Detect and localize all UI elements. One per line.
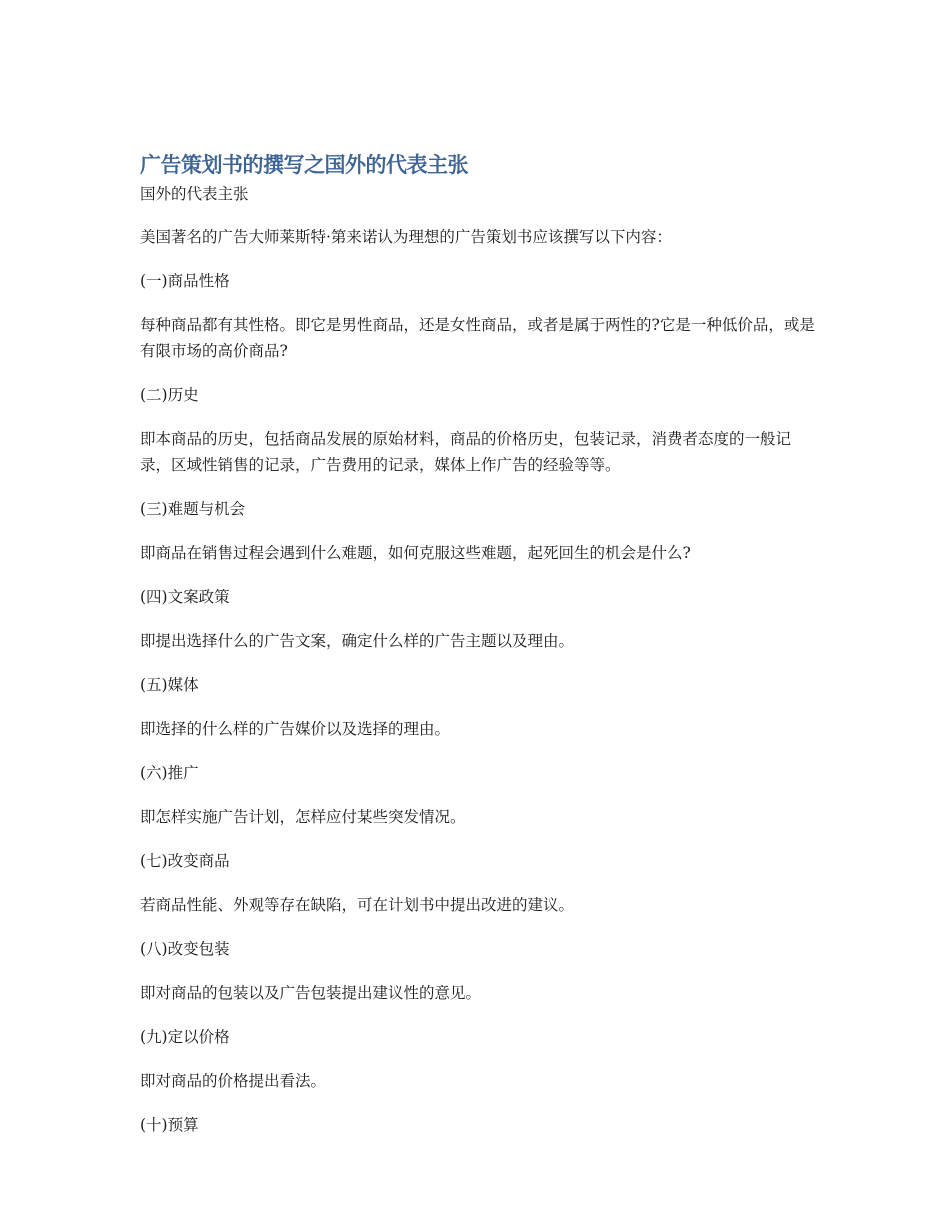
section-heading-1: (一)商品性格: [140, 272, 230, 290]
section-heading-8: (八)改变包装: [140, 940, 230, 958]
section-heading-3: (三)难题与机会: [140, 500, 246, 518]
section-heading-2: (二)历史: [140, 386, 199, 404]
section-heading-4: (四)文案政策: [140, 588, 230, 606]
intro-paragraph: 美国著名的广告大师莱斯特·第来诺认为理想的广告策划书应该撰写以下内容：: [140, 228, 672, 246]
section-body-2: 即本商品的历史，包括商品发展的原始材料，商品的价格历史，包装记录，消费者态度的一般记录，区域性销售的记录，广告费用的记录，媒体上作广告的经验等等。: [140, 430, 792, 474]
document-subtitle: 国外的代表主张: [140, 185, 249, 203]
section-body-5: 即选择的什么样的广告媒价以及选择的理由。: [140, 720, 451, 738]
section-body-7: 若商品性能、外观等存在缺陷，可在计划书中提出改进的建议。: [140, 896, 575, 914]
section-heading-10: (十)预算: [140, 1116, 199, 1134]
section-body-4: 即提出选择什么的广告文案，确定什么样的广告主题以及理由。: [140, 632, 575, 650]
section-heading-5: (五)媒体: [140, 676, 199, 694]
section-body-1: 每种商品都有其性格。即它是男性商品，还是女性商品，或者是属于两性的?它是一种低价品，或是有限市场的高价商品?: [140, 316, 815, 360]
section-body-8: 即对商品的包装以及广告包装提出建议性的意见。: [140, 984, 482, 1002]
document-title: 广告策划书的撰写之国外的代表主张: [140, 153, 468, 177]
section-body-6: 即怎样实施广告计划，怎样应付某些突发情况。: [140, 808, 466, 826]
section-body-3: 即商品在销售过程会遇到什么难题，如何克服这些难题，起死回生的机会是什么?: [140, 544, 691, 562]
section-heading-9: (九)定以价格: [140, 1028, 230, 1046]
document-page: [140, 150, 820, 1138]
section-heading-7: (七)改变商品: [140, 852, 230, 870]
section-heading-6: (六)推广: [140, 764, 199, 782]
section-body-9: 即对商品的价格提出看法。: [140, 1072, 327, 1090]
